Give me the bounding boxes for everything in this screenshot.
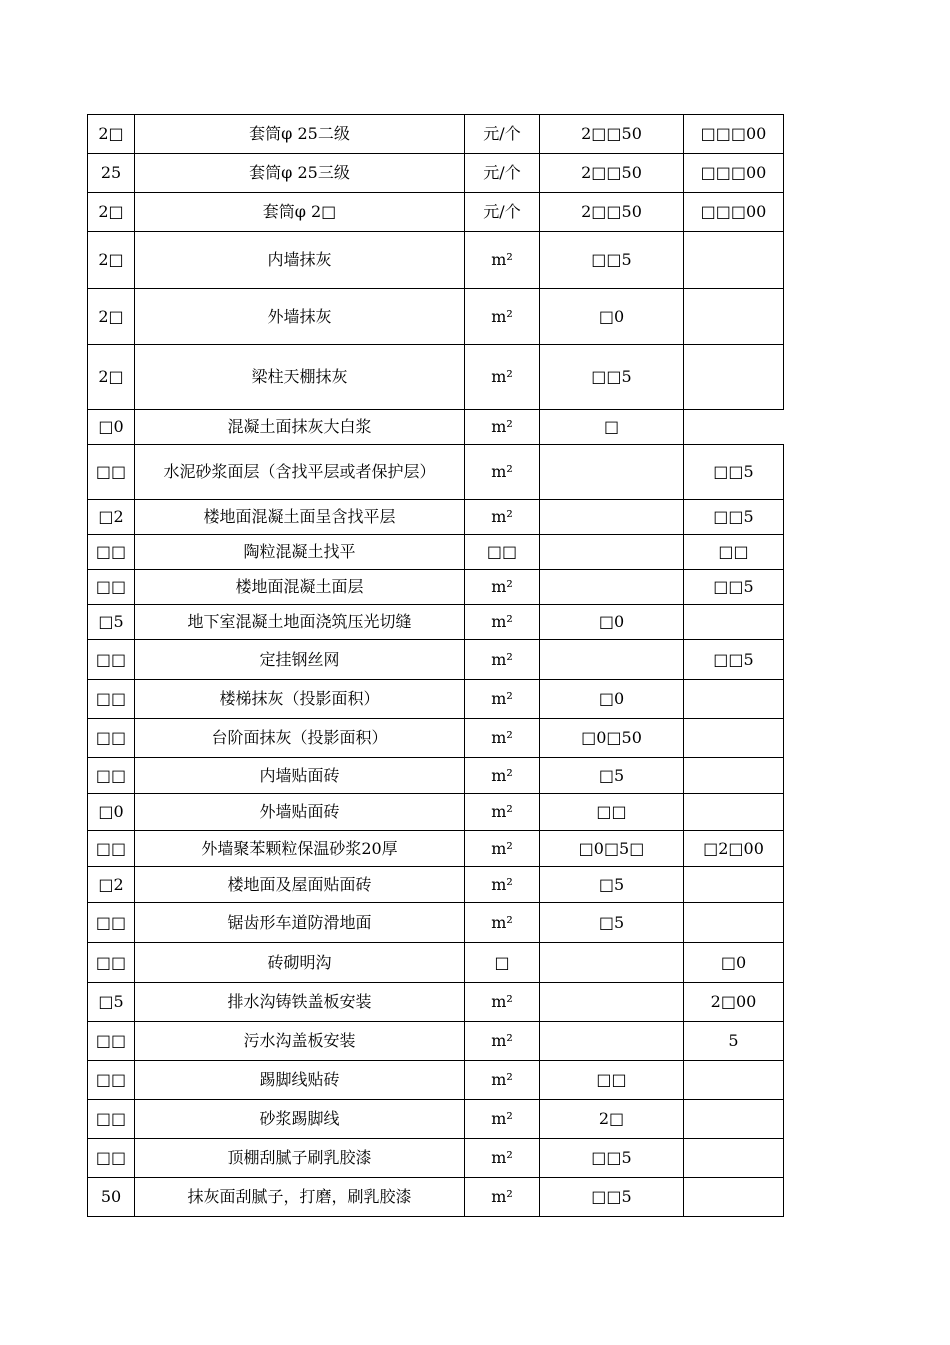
quantity-b-cell: [684, 1178, 784, 1217]
item-name-cell: 梁柱天棚抹灰: [135, 345, 465, 410]
unit-cell: m²: [465, 640, 540, 680]
item-name-cell: 外墙聚苯颗粒保温砂浆20厚: [135, 831, 465, 867]
unit-cell: m²: [465, 1178, 540, 1217]
item-name-cell: 踢脚线贴砖: [135, 1061, 465, 1100]
unit-cell: m²: [465, 867, 540, 903]
unit-cell: m²: [465, 719, 540, 758]
item-name-cell: 外墙抹灰: [135, 289, 465, 345]
quantity-b-cell: [684, 719, 784, 758]
quantity-b-cell: □□5: [684, 570, 784, 605]
unit-cell: m²: [465, 289, 540, 345]
quantity-b-cell: [684, 903, 784, 943]
quantity-a-cell: □0: [540, 680, 684, 719]
table-row: [88, 867, 784, 903]
row-number-cell: 2□: [88, 193, 135, 232]
unit-cell: m²: [465, 445, 540, 500]
row-number-cell: □5: [88, 605, 135, 640]
row-number-cell: 2□: [88, 345, 135, 410]
quantity-b-cell: □□: [684, 535, 784, 570]
row-number-cell: □0: [88, 794, 135, 831]
table-row: [88, 943, 784, 983]
table-row: [88, 1178, 784, 1217]
quantity-b-cell: [684, 1139, 784, 1178]
row-number-cell: □2: [88, 500, 135, 535]
quantity-a-cell: [540, 983, 684, 1022]
item-name-cell: 混凝土面抹灰大白浆: [135, 410, 465, 445]
quantity-b-cell: [684, 1061, 784, 1100]
quantity-a-cell: □□5: [540, 232, 684, 289]
row-number-cell: □□: [88, 1139, 135, 1178]
table-row: [88, 500, 784, 535]
table-row: [88, 345, 784, 410]
item-name-cell: 排水沟铸铁盖板安装: [135, 983, 465, 1022]
unit-cell: 元/个: [465, 193, 540, 232]
unit-cell: m²: [465, 1022, 540, 1061]
quantity-b-cell: [684, 605, 784, 640]
item-name-cell: 定挂钢丝网: [135, 640, 465, 680]
quantity-a-cell: □□5: [540, 1139, 684, 1178]
unit-cell: m²: [465, 903, 540, 943]
quantity-a-cell: □0□50: [540, 719, 684, 758]
quantity-b-cell: □□□00: [684, 115, 784, 154]
table-row: [88, 154, 784, 193]
item-name-cell: 台阶面抹灰（投影面积）: [135, 719, 465, 758]
item-name-cell: 楼地面混凝土面呈含找平层: [135, 500, 465, 535]
unit-cell: m²: [465, 831, 540, 867]
row-number-cell: □□: [88, 535, 135, 570]
item-name-cell: 顶棚刮腻子刷乳胶漆: [135, 1139, 465, 1178]
quantity-b-cell: [684, 680, 784, 719]
quantity-a-cell: □5: [540, 867, 684, 903]
quantity-b-cell: 2□00: [684, 983, 784, 1022]
row-number-cell: □□: [88, 758, 135, 794]
item-name-cell: 内墙贴面砖: [135, 758, 465, 794]
row-number-cell: 2□: [88, 232, 135, 289]
table-row: [88, 831, 784, 867]
unit-cell: m²: [465, 605, 540, 640]
table-row: [88, 1061, 784, 1100]
table-row: [88, 445, 784, 500]
table-row: [88, 193, 784, 232]
row-number-cell: □□: [88, 719, 135, 758]
row-number-cell: □□: [88, 640, 135, 680]
quantity-b-cell: □□□00: [684, 193, 784, 232]
row-number-cell: □□: [88, 1022, 135, 1061]
table-row: [88, 794, 784, 831]
table-row: [88, 983, 784, 1022]
item-name-cell: 水泥砂浆面层（含找平层或者保护层）: [135, 445, 465, 500]
table-row: [88, 115, 784, 154]
quantity-b-cell: □□5: [684, 445, 784, 500]
quantity-a-cell: □0□5□: [540, 831, 684, 867]
row-number-cell: □0: [88, 410, 135, 445]
quantity-b-cell: [684, 758, 784, 794]
quantity-a-cell: [540, 500, 684, 535]
table-body: [88, 115, 784, 1217]
unit-cell: m²: [465, 570, 540, 605]
row-number-cell: □□: [88, 680, 135, 719]
quantity-a-cell: □0: [540, 605, 684, 640]
table-row: [88, 680, 784, 719]
unit-cell: m²: [465, 232, 540, 289]
row-number-cell: □□: [88, 831, 135, 867]
item-name-cell: 污水沟盖板安装: [135, 1022, 465, 1061]
row-number-cell: □□: [88, 903, 135, 943]
row-number-cell: 25: [88, 154, 135, 193]
quantity-b-cell: [684, 289, 784, 345]
quantity-a-cell: [540, 943, 684, 983]
table-row: [88, 232, 784, 289]
quantity-a-cell: 2□□50: [540, 193, 684, 232]
item-name-cell: 锯齿形车道防滑地面: [135, 903, 465, 943]
unit-cell: 元/个: [465, 115, 540, 154]
table-row: [88, 535, 784, 570]
quantity-a-cell: □□5: [540, 1178, 684, 1217]
quantity-b-cell: [684, 410, 784, 445]
table-row: [88, 1022, 784, 1061]
unit-cell: m²: [465, 680, 540, 719]
quantity-a-cell: 2□□50: [540, 115, 684, 154]
item-name-cell: 陶粒混凝土找平: [135, 535, 465, 570]
unit-cell: □: [465, 943, 540, 983]
quantity-b-cell: [684, 867, 784, 903]
quantity-a-cell: □0: [540, 289, 684, 345]
quantity-a-cell: □5: [540, 758, 684, 794]
quantity-table: [87, 114, 784, 1217]
unit-cell: □□: [465, 535, 540, 570]
quantity-b-cell: □□5: [684, 640, 784, 680]
unit-cell: m²: [465, 794, 540, 831]
table-row: [88, 1100, 784, 1139]
item-name-cell: 砖砌明沟: [135, 943, 465, 983]
row-number-cell: □□: [88, 943, 135, 983]
table-row: [88, 758, 784, 794]
item-name-cell: 楼地面及屋面贴面砖: [135, 867, 465, 903]
table-row: [88, 640, 784, 680]
item-name-cell: 抹灰面刮腻子，打磨，刷乳胶漆: [135, 1178, 465, 1217]
item-name-cell: 楼梯抹灰（投影面积）: [135, 680, 465, 719]
quantity-b-cell: □0: [684, 943, 784, 983]
quantity-b-cell: [684, 1100, 784, 1139]
quantity-b-cell: [684, 345, 784, 410]
row-number-cell: 2□: [88, 289, 135, 345]
table-row: [88, 410, 784, 445]
quantity-a-cell: □: [540, 410, 684, 445]
quantity-b-cell: □2□00: [684, 831, 784, 867]
row-number-cell: □□: [88, 445, 135, 500]
quantity-a-cell: [540, 1022, 684, 1061]
quantity-a-cell: □5: [540, 903, 684, 943]
quantity-a-cell: 2□□50: [540, 154, 684, 193]
quantity-a-cell: [540, 640, 684, 680]
table-row: [88, 719, 784, 758]
table-row: [88, 605, 784, 640]
table-row: [88, 903, 784, 943]
row-number-cell: □□: [88, 1061, 135, 1100]
quantity-b-cell: [684, 794, 784, 831]
item-name-cell: 内墙抹灰: [135, 232, 465, 289]
row-number-cell: 50: [88, 1178, 135, 1217]
row-number-cell: □□: [88, 1100, 135, 1139]
unit-cell: m²: [465, 345, 540, 410]
unit-cell: m²: [465, 500, 540, 535]
quantity-a-cell: [540, 445, 684, 500]
quantity-b-cell: □□5: [684, 500, 784, 535]
quantity-a-cell: □□: [540, 1061, 684, 1100]
unit-cell: m²: [465, 758, 540, 794]
quantity-b-cell: 5: [684, 1022, 784, 1061]
unit-cell: m²: [465, 1139, 540, 1178]
quantity-a-cell: [540, 535, 684, 570]
quantity-a-cell: □□: [540, 794, 684, 831]
table-row: [88, 1139, 784, 1178]
item-name-cell: 套筒φ 25二级: [135, 115, 465, 154]
unit-cell: m²: [465, 410, 540, 445]
quantity-a-cell: □□5: [540, 345, 684, 410]
item-name-cell: 套筒φ 2□: [135, 193, 465, 232]
row-number-cell: 2□: [88, 115, 135, 154]
item-name-cell: 地下室混凝土地面浇筑压光切缝: [135, 605, 465, 640]
item-name-cell: 楼地面混凝土面层: [135, 570, 465, 605]
item-name-cell: 套筒φ 25三级: [135, 154, 465, 193]
item-name-cell: 砂浆踢脚线: [135, 1100, 465, 1139]
unit-cell: m²: [465, 983, 540, 1022]
table-row: [88, 289, 784, 345]
unit-cell: 元/个: [465, 154, 540, 193]
quantity-a-cell: [540, 570, 684, 605]
quantity-b-cell: [684, 232, 784, 289]
row-number-cell: □2: [88, 867, 135, 903]
table-row: [88, 570, 784, 605]
row-number-cell: □5: [88, 983, 135, 1022]
unit-cell: m²: [465, 1100, 540, 1139]
quantity-a-cell: 2□: [540, 1100, 684, 1139]
quantity-b-cell: □□□00: [684, 154, 784, 193]
row-number-cell: □□: [88, 570, 135, 605]
item-name-cell: 外墙贴面砖: [135, 794, 465, 831]
unit-cell: m²: [465, 1061, 540, 1100]
